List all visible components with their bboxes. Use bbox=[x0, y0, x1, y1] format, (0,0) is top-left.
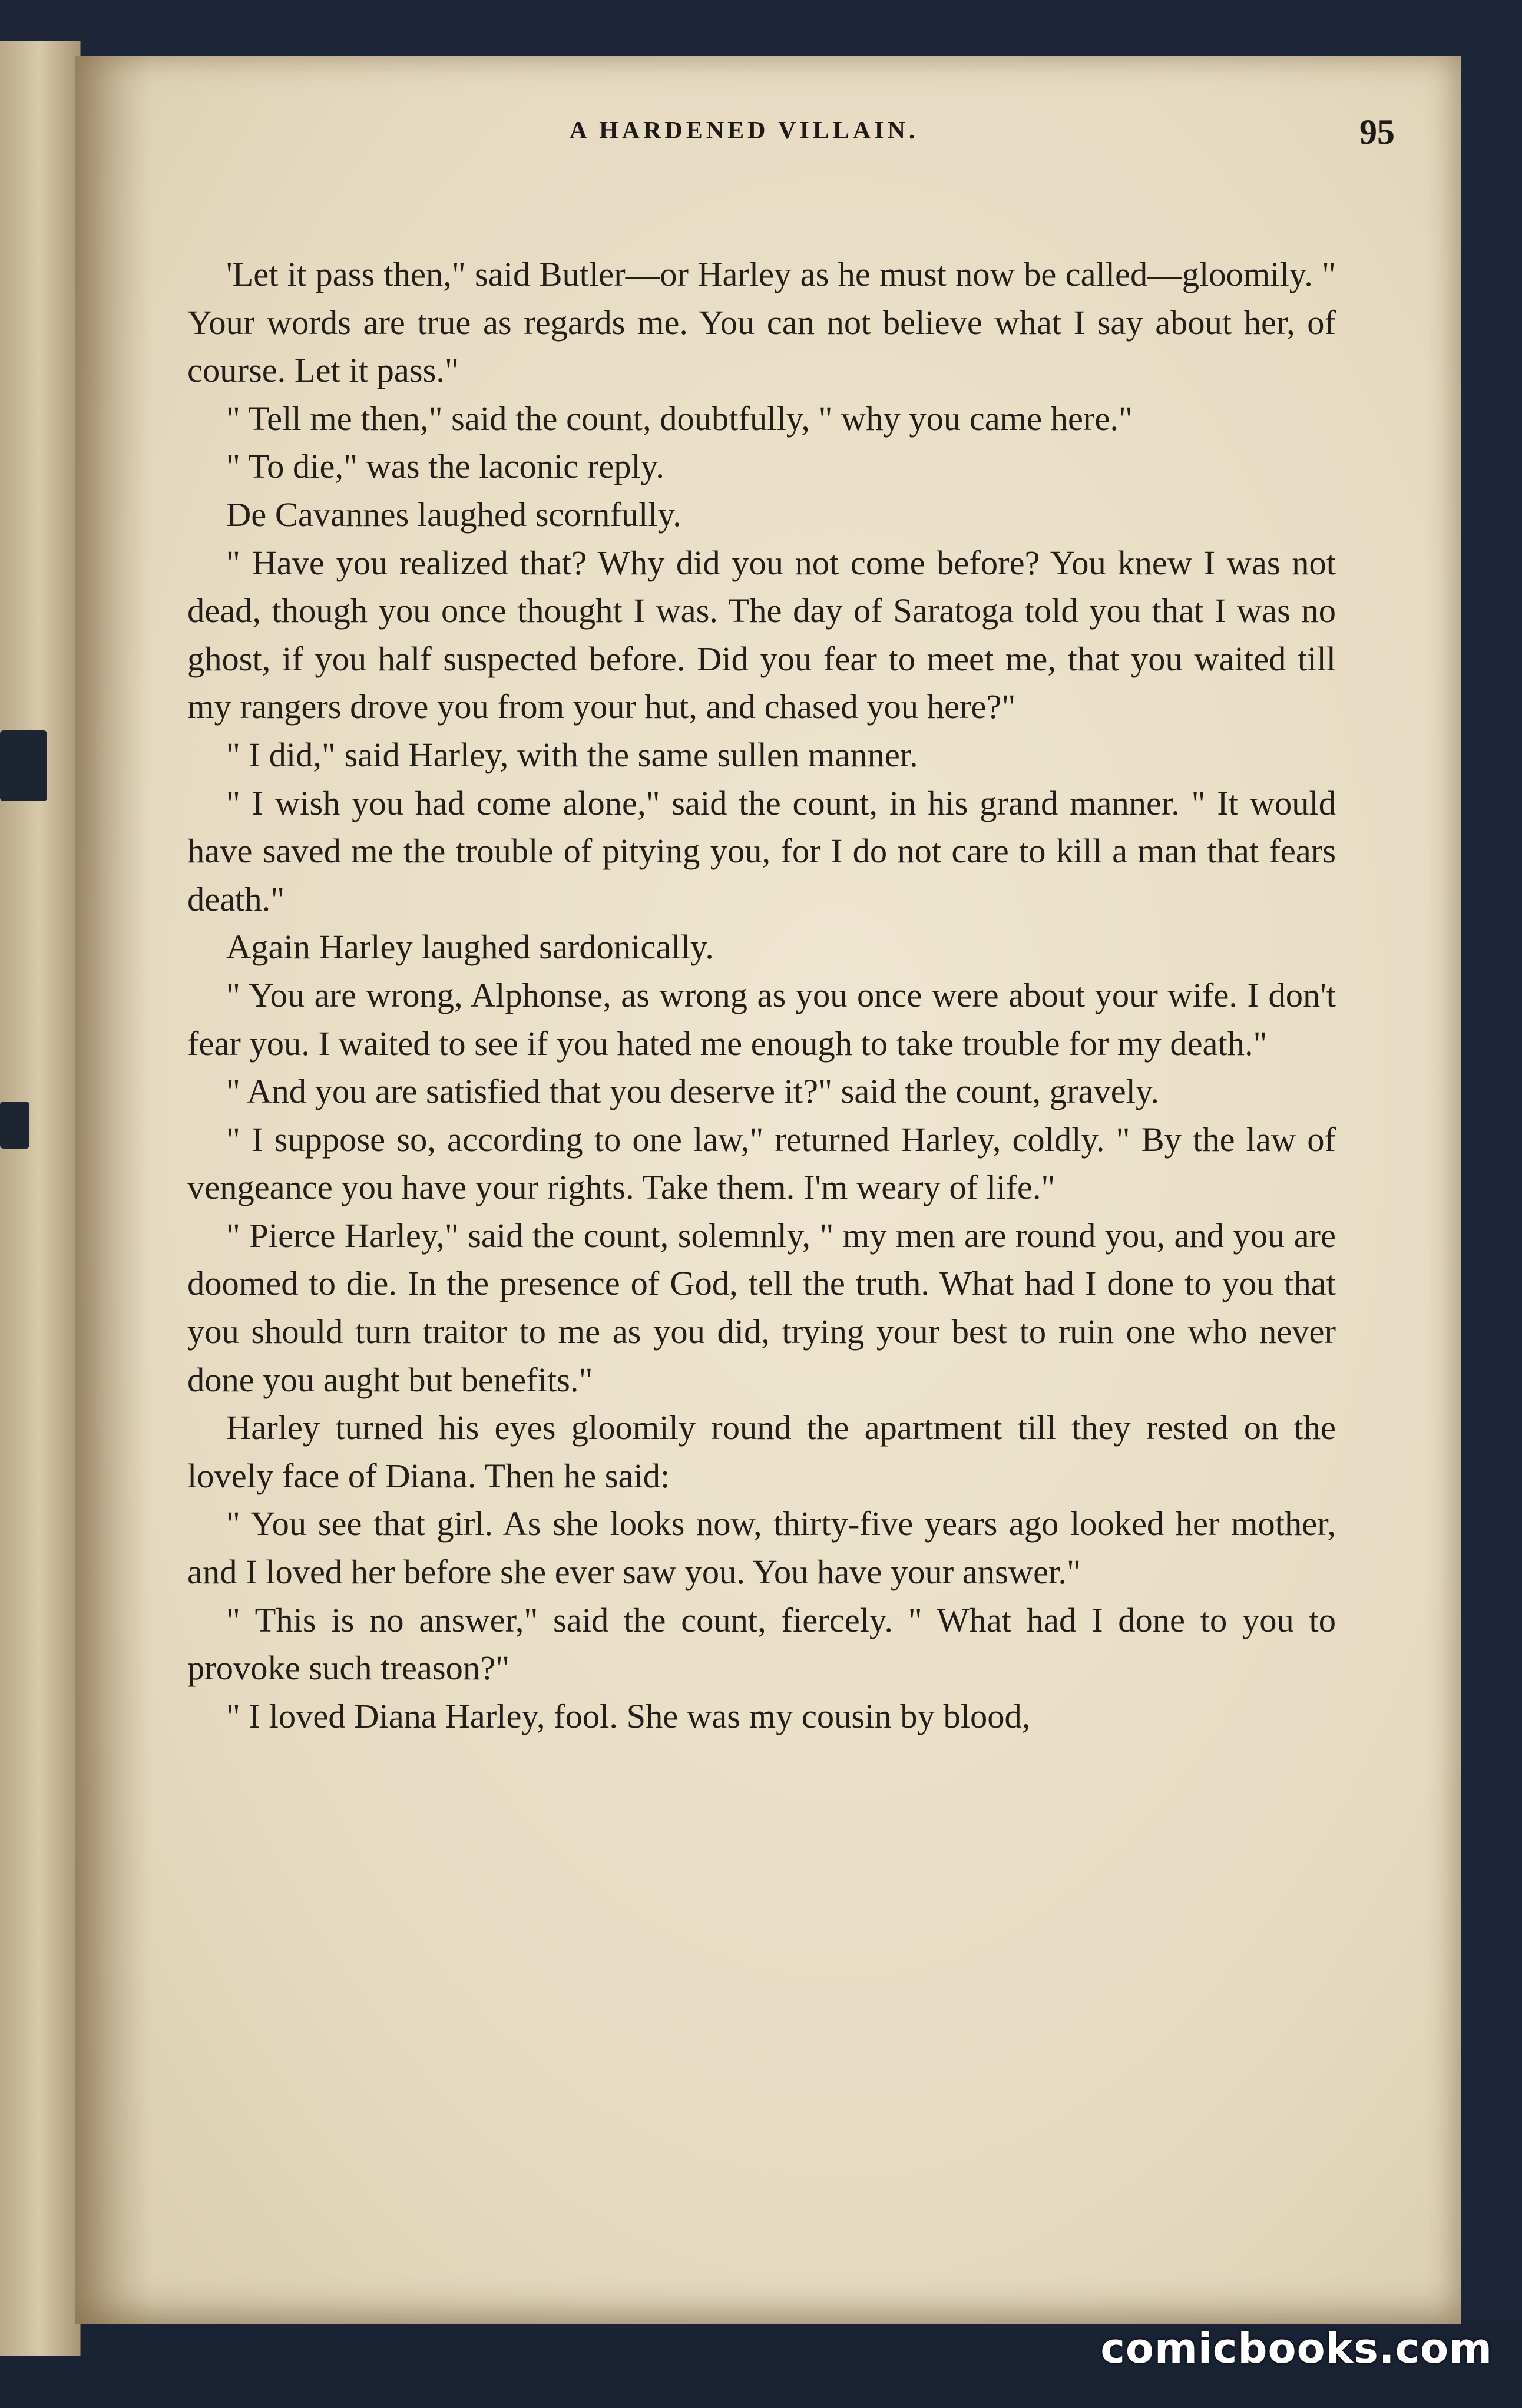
paragraph: " This is no answer," said the count, fiercely. " What had I done to you to provoke such treason?" bbox=[187, 1600, 1336, 1688]
page-number: 95 bbox=[1359, 113, 1395, 151]
running-title: A HARDENED VILLAIN. bbox=[569, 117, 919, 144]
paragraph: " I suppose so, according to one law," returned Harley, coldly. " By the law of vengeance you have your rights. Take them. I'm weary of life." bbox=[187, 1120, 1336, 1207]
binding-thread-mark bbox=[0, 730, 47, 801]
paragraph: " You see that girl. As she looks now, thirty-five years ago looked her mother, and I loved her before she ever saw you. You have your answer." bbox=[187, 1504, 1336, 1592]
running-head bbox=[75, 112, 1461, 159]
paragraph: " Tell me then," said the count, doubtfully, " why you came here." bbox=[226, 399, 1133, 438]
paragraph: " Pierce Harley," said the count, solemnly, " my men are round you, and you are doomed to die. In the presence of God, tell the truth. What had I done to you that you should turn traitor to me as you did, trying your best to ruin one who never done you aught but benefits." bbox=[187, 1216, 1336, 1399]
paragraph: " And you are satisfied that you deserve it?" said the count, gravely. bbox=[226, 1072, 1160, 1111]
previous-page-edge bbox=[0, 41, 81, 2356]
paragraph: 'Let it pass then," said Butler—or Harley as he must now be called—gloomily. " Your words are true as regards me. You can not believe what I say about her, of course. Let it pass." bbox=[187, 255, 1336, 390]
book-page bbox=[75, 56, 1461, 2324]
paragraph: " I did," said Harley, with the same sullen manner. bbox=[226, 735, 918, 774]
paragraph: " I wish you had come alone," said the count, in his grand manner. " It would have saved me the trouble of pitying you, for I do not care to kill a man that fears death." bbox=[187, 783, 1336, 918]
paragraph: " You are wrong, Alphonse, as wrong as you once were about your wife. I don't fear you. I waited to see if you hated me enough to take trouble for my death." bbox=[187, 975, 1336, 1063]
paragraph: De Cavannes laughed scornfully. bbox=[226, 495, 681, 534]
paragraph: Again Harley laughed sardonically. bbox=[226, 928, 714, 967]
book-cover-top bbox=[0, 0, 1522, 65]
paragraph: " Have you realized that? Why did you not come before? You knew I was not dead, though you once thought I was. The day of Saratoga told you that I was no ghost, if you half suspected before. Did you fear to meet me, that you waited till my rangers drove you from your hut, and chased you here?" bbox=[187, 543, 1336, 726]
paragraph: Harley turned his eyes gloomily round the apartment till they rested on the lovely face of Diana. Then he said: bbox=[187, 1408, 1336, 1495]
paragraph: " To die," was the laconic reply. bbox=[226, 447, 664, 486]
site-watermark: comicbooks.com bbox=[1100, 2324, 1493, 2373]
paragraph: " I loved Diana Harley, fool. She was my cousin by blood, bbox=[226, 1696, 1031, 1735]
binding-thread-mark bbox=[0, 1102, 29, 1149]
body-text bbox=[187, 250, 1336, 2194]
